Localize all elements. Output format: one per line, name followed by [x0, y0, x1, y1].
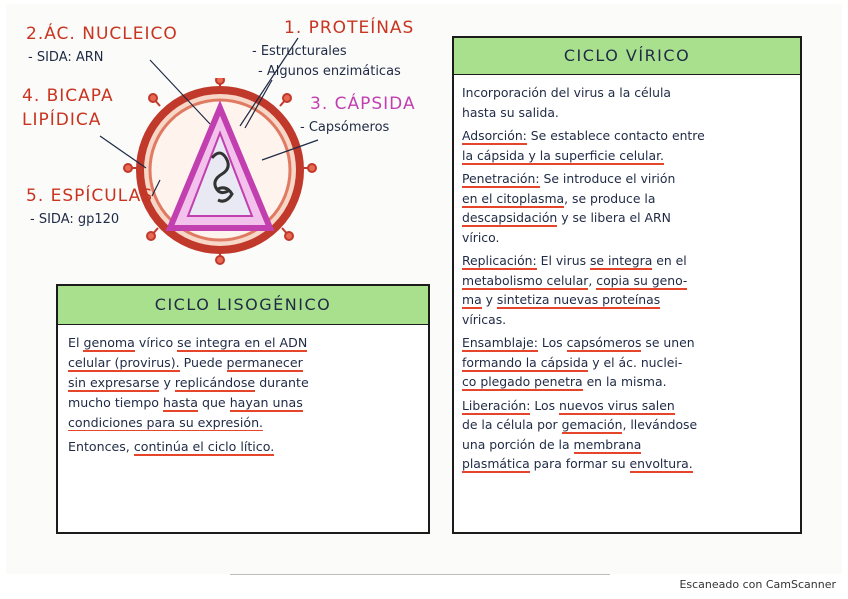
- lysogenic-title: CICLO LISOGÉNICO: [58, 286, 428, 325]
- scanner-watermark: Escaneado con CamScanner: [679, 578, 836, 591]
- scan-divider: [230, 574, 610, 575]
- viral-cycle-title: CICLO VÍRICO: [454, 38, 800, 75]
- label-nucleic-acid: 2.ÁC. NUCLEICO: [26, 24, 178, 44]
- label-capsid: 3. CÁPSIDA: [310, 94, 416, 114]
- label-lipidic: LIPÍDICA: [22, 110, 102, 130]
- label-spicules-sub: - SIDA: gp120: [30, 212, 120, 227]
- viral-cycle-text: Incorporación del virus a la célula hasta su salida. Adsorción: Se establece contacto entre la cápsida y la superficie celular. Penetración: Se introduce el virión en el citoplasma, se produce la descapsidación y se libera el ARN vírico. Replicación: El virus se integra en el metabolismo celular, copia su geno- ma y sintetiza nuevas proteínas víricas. Ensamblaje: Los capsómeros se unen formando la cápsida y el ác. nuclei- co plegado penetra en la misma. Liberación: Los nuevos virus salen de la célula por gemación, llevándose una porción de la membrana plasmática para formar su envoltura.: [462, 85, 705, 471]
- label-proteins: 1. PROTEÍNAS: [284, 18, 415, 38]
- lysogenic-text: El genoma vírico se integra en el ADN celular (provirus). Puede permanecer sin expresarse y replicándose durante mucho tiempo hasta que hayan unas condiciones para su expresión. Entonces, continúa el ciclo lítico.: [68, 335, 309, 454]
- label-spicules: 5. ESPÍCULAS: [26, 186, 154, 206]
- label-nucleic-acid-sub: - SIDA: ARN: [28, 50, 104, 65]
- label-proteins-structural: - Estructurales: [252, 44, 347, 59]
- label-bilayer: 4. BICAPA: [22, 86, 114, 106]
- lysogenic-cycle-box: [56, 284, 430, 534]
- viral-cycle-box: [452, 36, 802, 534]
- label-proteins-enzymatic: - Algunos enzimáticas: [258, 64, 401, 79]
- label-capsomeres: - Capsómeros: [300, 120, 390, 135]
